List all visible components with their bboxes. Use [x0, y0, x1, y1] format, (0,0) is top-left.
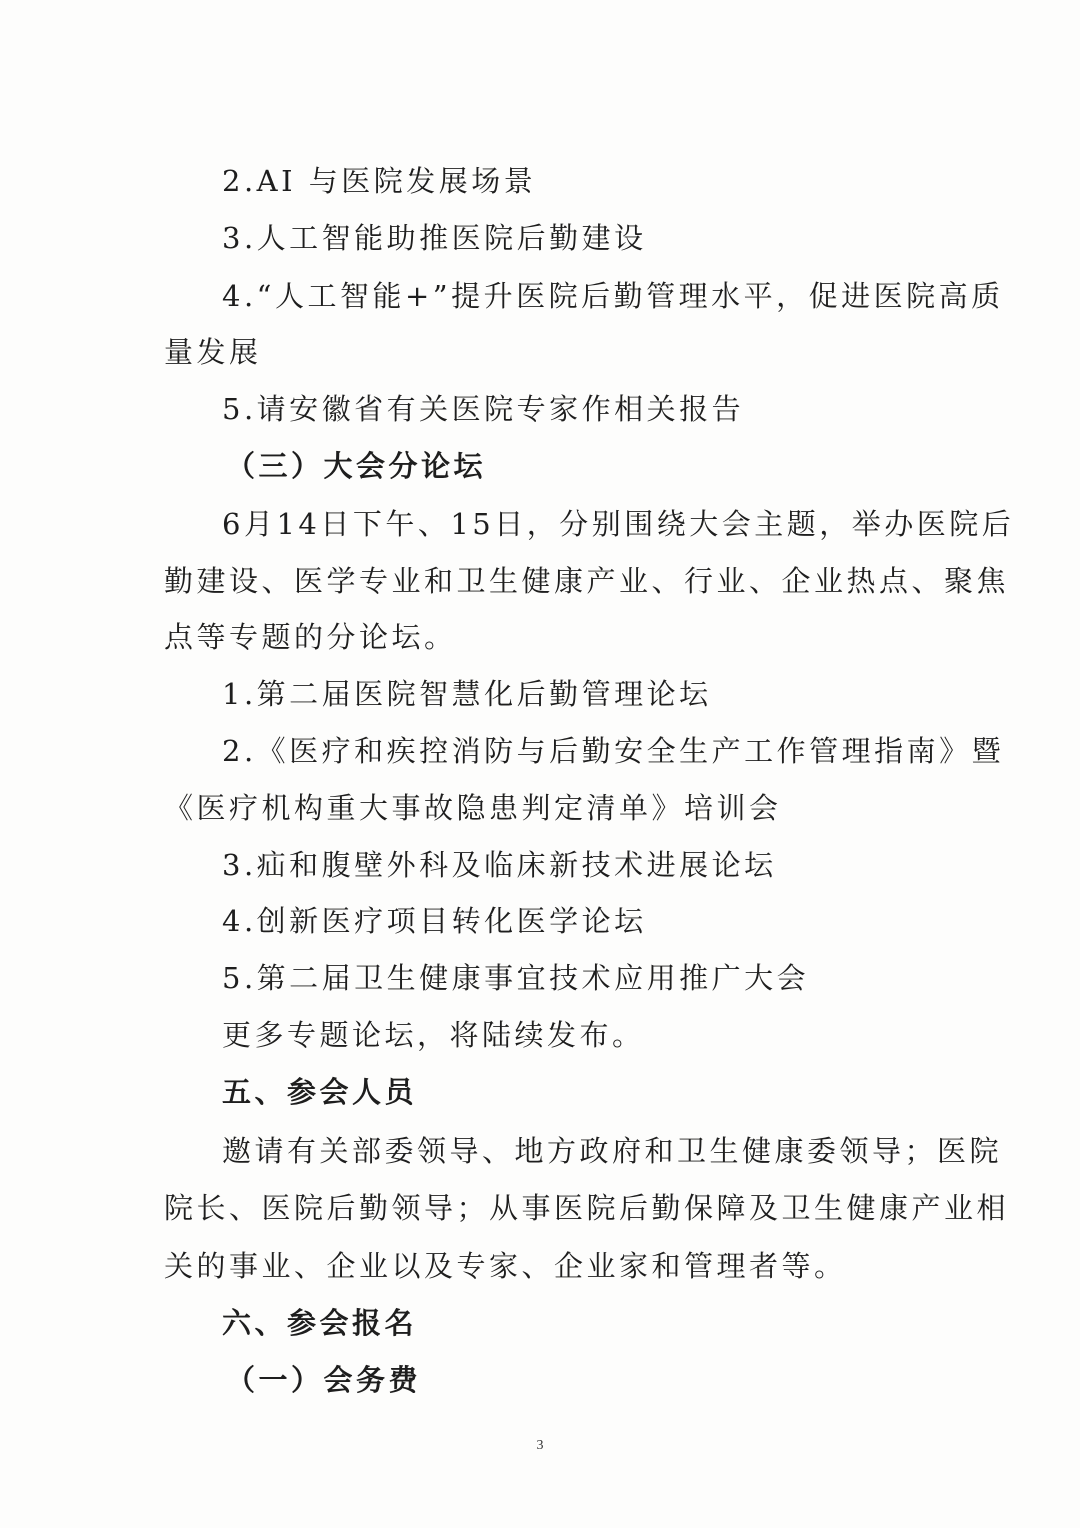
- paragraph-sub-forums-line-3: 点等专题的分论坛。: [164, 620, 457, 654]
- paragraph-more-forums: 更多专题论坛，将陆续发布。: [222, 1018, 645, 1052]
- section-heading-participants: 五、参会人员: [222, 1075, 418, 1109]
- section-heading-registration: 六、参会报名: [222, 1306, 418, 1340]
- paragraph-sub-forums-line-2: 勤建设、医学专业和卫生健康产业、行业、企业热点、聚焦: [164, 564, 1010, 598]
- list-item-safety-guide-training: 2.《医疗和疾控消防与后勤安全生产工作管理指南》暨: [222, 734, 1005, 768]
- list-item-translational-medicine-forum: 4.创新医疗项目转化医学论坛: [222, 904, 647, 938]
- list-item-ai-plus-management: 4.“人工智能+”提升医院后勤管理水平，促进医院高质: [222, 279, 1004, 313]
- list-item-ai-plus-management-cont: 量发展: [164, 335, 262, 369]
- paragraph-participants-line-2: 院长、医院后勤领导；从事医院后勤保障及卫生健康产业相: [164, 1191, 1010, 1225]
- list-item-hernia-surgery-forum: 3.疝和腹壁外科及临床新技术进展论坛: [222, 848, 777, 882]
- list-item-ai-hospital-scenarios: 2.AI 与医院发展场景: [222, 164, 537, 198]
- section-heading-sub-forums: （三）大会分论坛: [226, 449, 487, 483]
- section-heading-conference-fee: （一）会务费: [226, 1363, 422, 1397]
- paragraph-participants-line-3: 关的事业、企业以及专家、企业家和管理者等。: [164, 1249, 847, 1283]
- list-item-safety-guide-training-cont: 《医疗机构重大事故隐患判定清单》培训会: [164, 791, 782, 825]
- list-item-smart-logistics-forum: 1.第二届医院智慧化后勤管理论坛: [222, 677, 712, 711]
- paragraph-sub-forums-line-1: 6月14日下午、15日，分别围绕大会主题，举办医院后: [222, 507, 1015, 541]
- list-item-health-tech-promotion: 5.第二届卫生健康事宜技术应用推广大会: [222, 961, 810, 995]
- page-number: 3: [536, 1438, 544, 1453]
- list-item-ai-logistics-construction: 3.人工智能助推医院后勤建设: [222, 221, 647, 255]
- list-item-anhui-experts-report: 5.请安徽省有关医院专家作相关报告: [222, 392, 745, 426]
- paragraph-participants-line-1: 邀请有关部委领导、地方政府和卫生健康委领导；医院: [222, 1134, 1003, 1168]
